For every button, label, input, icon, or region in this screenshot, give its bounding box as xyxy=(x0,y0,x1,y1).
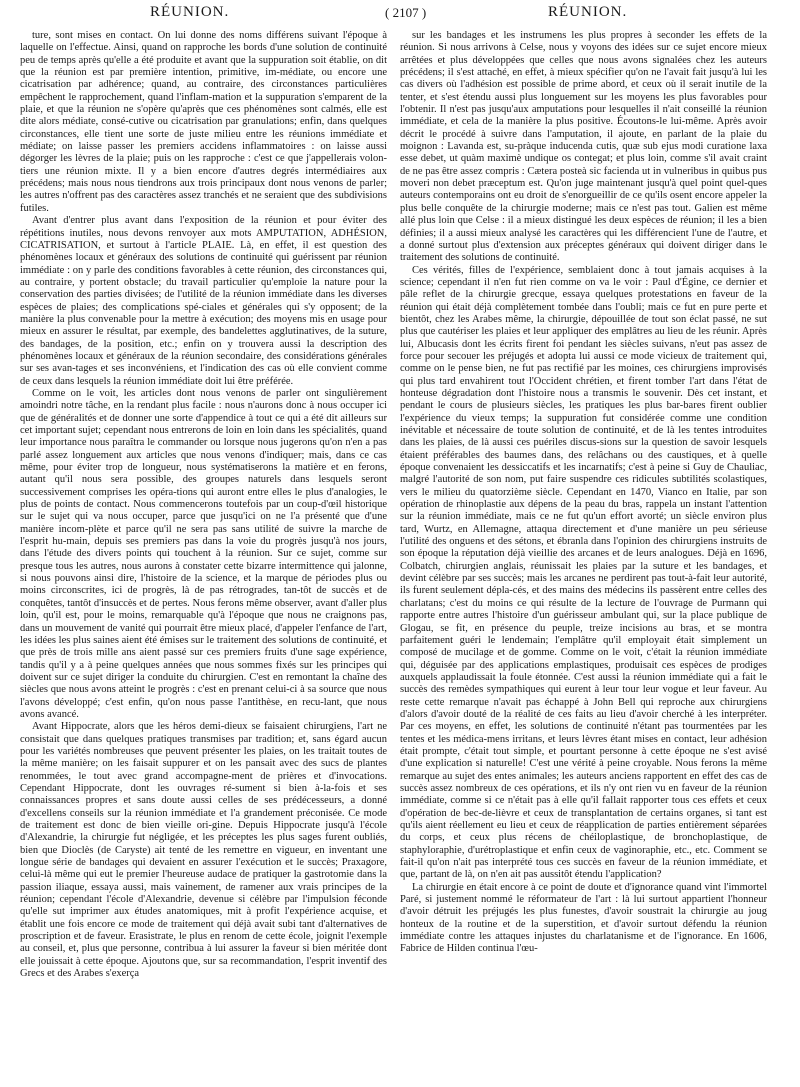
page-number: ( 2107 ) xyxy=(385,5,427,20)
paragraph: Avant d'entrer plus avant dans l'exposition de la réunion et pour éviter des répétitions inutiles, nous devons renvoyer aux mots AMPUTATION, ADHÉSION, CICATRISATION, et surtout à l'article PLAIE. Là, en effet, il est question des phénomènes locaux et généraux des solutions de continuité qui guérissent par réunion immédiate : on y parle des conditions favorables à cette réunion, des circonstances qui, au contraire, y portent obstacle; du travail particulier qu'emploie la nature pour la conservation des parties divisées; de l'utilité de la réunion immédiate dans les diverses espèces de plaies; des complications spé-ciales et générales qui s'y opposent; de la manière la plus convenable pour la mettre à exécution; des moyens mis en usage pour mieux en assurer le résultat, par exemple, des bandelettes agglutinatives, de la suture, des bandages, de la position, etc.; enfin on y trouvera aussi la description des phénomènes locaux et généraux de la réunion secondaire, des considérations générales sur ses avan-tages et ses inconvéniens, et l'indication des cas où elle convient comme de ceux dans lesquels la réunion immédiate doit lui être préférée. xyxy=(20,215,387,387)
header-right-title: RÉUNION. xyxy=(548,4,628,20)
paragraph: ture, sont mises en contact. On lui donne des noms différens suivant l'époque à laquelle on l'effectue. Ainsi, quand on rapproche les bords d'une solution de continuité peu de temps après qu'elle a été produite et avant que la suppuration soit établie, on dit que la réunion est par première intention, primitive, im-médiate, ou encore une cicatrisation par adhérence; quand, au contraire, des circonstances particulières empêchent le rapprochement, quand l'inflam-mation et la suppuration s'emparent de la plaie, et que la réunion ne s'opère qu'après que ces phénomènes sont calmés, elle est dite alors médiate, consé-cutive ou cicatrisation par granulations; enfin, dans quelques circonstances, elle tient une sorte de juste milieu entre les réunions immédiate et médiate; on laisse passer les premiers accidens inflammatoires : on laisse aussi dégorger les lèvres de la plaie; puis on les rapproche : c'est ce que j'appellerais volon-tiers une réunion mixte. Il y a bien encore d'autres degrés intermédiaires aux précédens; mais nous nous tiendrons aux trois principaux dont nous venons de parler; les autres n'offrent pas des caractères assez tranchés et ne seraient que des subdivisions futiles. xyxy=(20,30,387,214)
left-column xyxy=(20,30,387,1080)
header-left-title: RÉUNION. xyxy=(150,4,230,20)
paragraph: Avant Hippocrate, alors que les héros demi-dieux se faisaient chirurgiens, l'art ne consistait que dans quelques pratiques transmises par tradition; et, sans égard aucun pour les variétés nombreuses que peuvent présenter les plaies, on les traitait toutes de la même manière; on les faisait suppurer et on les pansait avec des sucs de plantes renommées, le tout avec grand accompagne-ment de prières et d'invocations. Cependant Hippocrate, dont les ouvrages ré-sument si bien à-la-fois et ses connaissances propres et sans doute aussi celles de ses prédécesseurs, a donné d'excellens conseils sur la réunion immédiate et l'a grandement préconisée. Ce mode de traitement est donc de bien vieille ori-gine. Depuis Hippocrate jusqu'à l'école d'Alexandrie, la chirurgie fut négligée, et les préceptes les plus sages furent oubliés, bien que Dioclès (de Caryste) ait tenté de les remettre en vigueur, en inventant une longue série de bandages qui devaient en assurer l'exécution et le succès; Praxagore, celui-là même qui eut le premier l'heureuse audace de pratiquer la gastrotomie dans la passion iliaque, essaya aussi, mais vainement, de ramener aux vrais principes de la réunion; cependant l'école d'Alexandrie, devenue si célèbre par l'impulsion féconde qu'elle sut imprimer aux études anatomiques, mit à profit l'expérience acquise, et établit une fois encore ce mode de traitement qui déjà avait subi tant d'alternatives de proscription et de faveur. Erasistrate, le plus en renom de cette école, joignit l'exemple au conseil, et, plus que personne, contribua à lui assurer la faveur si bien méritée dont elle jouissait à cette époque. Ajoutons que, sur sa recommandation, l'esprit inventif des Grecs et des Arabes s'exerça xyxy=(20,721,387,980)
right-column xyxy=(400,30,767,1080)
paragraph: Ces vérités, filles de l'expérience, semblaient donc à tout jamais acquises à la science; cependant il n'en fut rien comme on va le voir : Paul d'Égine, ce dernier et pâle reflet de la chirurgie grecque, essaya quelques protestations en faveur de la réunion qui était déjà complètement tombée dans l'oubli; mais ce fut en pure perte et bientôt, chez les Arabes même, la chirurgie, dépouillée de tout son éclat passé, ne sut plus que cautériser les plaies et leur appliquer des emplâtres au lieu de les réunir. Après lui, Albucasis dont les écrits firent foi pendant les siècles suivans, n'eut pas assez de force pour secouer les préjugés et adopta lui aussi ce mode vicieux de traitement qui, comme on le pense bien, ne fut pas rectifié par les moines, ces chirurgiens improvisés qui plus tard envahirent tout l'Occident chrétien, et firent tomber l'art dans l'état de honteuse dégradation dont l'histoire nous a transmis le souvenir. Dès cet instant, et pendant le cours de plusieurs siècles, les pratiques les plus bar-bares firent oublier l'expérience du vieux temps; la suppuration fut considérée comme une condition inévitable et nécessaire de toute solution de continuité, et de là les tentes introduites dans les plaies, de là aussi ces puériles discus-sions sur la question de savoir lesquels étaient préférables des baumes dans, des relâchans ou des caustiques, et à quelle époque convenaient les dessiccatifs et les incarnatifs; c'est à peine si Guy de Chauliac, malgré l'autorité de son nom, put faire suspendre ces ridicules subtilités scolastiques, vers le milieu du quatorzième siècle. Cependant en 1470, Vianco en Italie, par son opération de rhinoplastie aux dépens de la peau du bras, rappela un instant l'attention sur la réunion immédiate, mais ce ne fut qu'un effort avorté; un siècle environ plus tard, Wurtz, en Allemagne, attaqua directement et d'une manière un peu sérieuse l'utilité des onguens et des sétons, et ébranla dans l'opinion des chirurgiens instruits de son époque la réputation déjà vieillie des arcanes et de leurs analogues. Déjà en 1696, Colbatch, chirurgien anglais, réunissait les plaies par la suture et les bandages, et devint célèbre par ses succès; mais les arcanes ne perdirent pas tout-à-fait leur autorité, ils furent seulement dépla-cés, et des mains des médecins ils passèrent entre celles des charlatans; c'est du moins ce qui résulte de la lecture de l'ouvrage de Purmann qui rapporte entre autres l'histoire d'un guérisseur ambulant qui, sur la place publique de Glogau, se fit, en présence du peuple, treize incisions au bras, et se montra parfaitement guéri le lendemain; l'emplâtre qu'il employait était simplement un composé de mucilage et de gomme. Comme on le voit, c'était la réunion immédiate qui, déguisée par des applications emplastiques, produisait ces espèces de prodiges auxquels applaudissait la foule étonnée. C'est aussi la réunion immédiate qui a fait le succès des remèdes sympathiques qui eurent à leur tour leur vogue et leur faveur. Au reste cette remarque n'avait pas échappé à John Bell qui reproche aux chirurgiens d'alors d'avoir douté de la réalité de ces faits au lieu d'avoir cherché à les interpréter. Par ces moyens, en effet, les solutions de continuité n'étant pas tourmentées par les tentes et les médica-mens irritans, et leurs lèvres étant mises en contact, leur adhésion était prompte, c'était tout simple, et pourtant personne à cette époque ne s'est avisé d'une explication si naturelle! C'est une vérité à peine croyable. Nous ferons la même remarque au sujet des entes animales; les auteurs anciens rapportent en effet des cas de succès assez nombreux de ces opérations, et ils n'y ont rien vu en faveur de la réunion immédiate, comme si ce n'était pas à elle qu'il fallait rapporter tous ces effets et ceux d'opération de bec-de-lièvre et ceux de transplantation de certains organes, si tant est qu'ils aient réellement eu lieu et ceux de réapplication de parties entièrement séparées du corps, et ceux plus récens de chéiloplastique, de bronchoplastique, de staphyloraphie, d'urétroplastique et enfin ceux de vaginoraphie, etc., etc. Comment se fait-il qu'on n'ait pas interprété tous ces succès en faveur de la réunion immédiate, et que, partant de là, on n'en ait pas aussitôt étendu l'application? xyxy=(400,264,767,881)
paragraph: sur les bandages et les instrumens les plus propres à seconder les effets de la réunion. Si nous arrivons à Celse, nous y voyons des idées sur ce sujet encore mieux arrêtées et plus développées que celles que nous avons signalées chez les auteurs précédens; il s'est attaché, en effet, à mieux spécifier qu'on ne l'avait fait jusqu'à lui les cas divers où l'adhésion est possible de prime abord, et ceux où il serait inutile de la tenter, et s'est étendu aussi plus longuement sur les moyens les plus favorables pour l'obtenir. Il n'est pas jusqu'aux amputations pour lesquelles il n'ait conseillé la réunion immédiate, et cela de la manière la plus positive. Écoutons-le lui-même. Après avoir décrit le procédé à suivre dans l'amputation, il ajoute, en parlant de la plaie du moignon : Lavanda est, su-pràque inducenda cutis, quæ sub ejus modi curatione laxa esse debet, ut quàm maximè undique os contegat; et plus loin, comme s'il avait craint de ne pas être assez compris : Cætera posteà sic facienda ut in vulneribus in quibus pus moveri non debet præceptum est. Qu'on juge maintenant jusqu'à quel point quel-ques auteurs contemporains ont eu droit de s'enorgueillir de ce qu'ils osent encore appeler la plus belle conquête de la chirurgie moderne; mais ce n'est pas tout. Galien est même allé plus loin que Celse : il a mieux distingué les deux espèces de réunion; il les a bien définies; il a aussi mieux analysé les caractères qui les différencient l'une de l'autre, et a donné surtout plus d'extension aux préceptes généraux qui doivent diriger dans le traitement des solutions de continuité. xyxy=(400,30,767,264)
paragraph: La chirurgie en était encore à ce point de doute et d'ignorance quand vint l'immortel Paré, si justement nommé le réformateur de l'art : là lui surtout appartient l'honneur d'avoir détruit les préjugés les plus funestes, d'avoir soustrait la chirurgie au joug honteux de la routine et de la superstition, et d'avoir surtout défendu la réunion immédiate contre les attaques injustes du charlatanisme et de l'ignorance. En 1606, Fabrice de Hilden continua l'œu- xyxy=(400,881,767,955)
paragraph: Comme on le voit, les articles dont nous venons de parler ont singulièrement amoindri notre tâche, en la rendant plus facile : nous n'aurons donc à nous occuper ici que de généralités et de donner une sorte d'appendice à tout ce qui a été dit ailleurs sur cet important sujet; cependant nous entrerons de loin en loin dans les spécialités, quand leur importance nous paraîtra le commander ou lorsque nous jugerons qu'on n'en a pas parlé assez longuement aux articles que nous venons d'indiquer; mais, dans ce cas même, pour éviter trop de longueur, nous systématiserons la matière et en ferons, autant qu'il nous sera possible, des groupes naturels dans lesquels seront successivement comprises les opéra-tions qui auront entre elles le plus d'analogies, le plus de points de contact. Nous commencerons toutefois par un coup-d'œil historique sur le sujet qui va nous occuper, parce que jusqu'ici on ne l'a présenté que d'une manière incom-plète et parce qu'il ne sera pas sans utilité de suivre la marche de l'esprit hu-main, depuis ses premiers pas dans la voie du progrès jusqu'à nos jours, dans l'étude des divers points qui touchent à la réunion. Sur ce sujet, comme sur presque tous les autres, nous aurons à constater cette bizarre intermittence qui jalonne, si nous pouvons ainsi dire, l'histoire de la science, et la marque de périodes plus ou moins circonscrites, ici de progrès, là de pas rétrogrades, tan-tôt de succès et de conquêtes, tantôt d'insuccès et de pertes. Nous ferons même observer, avant d'aller plus loin, qu'il est, pour le moins, remarquable qu'à l'époque que nous ne craignons pas, dans un mouvement de vanité qui pourrait être mieux placé, d'appeler l'enfance de l'art, les idées les plus saines aient été émises sur le traitement des solutions de continuité, et que près de trois mille ans aient passé sur ces premiers fruits d'une sage expérience, tandis qu'il y a à peine quelques années que nous sommes fixés sur les principes qui doivent sur ce sujet diriger la conduite du chirurgien. C'est en remontant la chaîne des siècles que nous avons atteint le progrès : c'est en prenant celui-ci à sa source que nous l'avons développé; c'est enfin, qu'on nous passe l'antithèse, en recu-lant, que nous avons avancé. xyxy=(20,387,387,720)
running-header xyxy=(0,2,800,26)
